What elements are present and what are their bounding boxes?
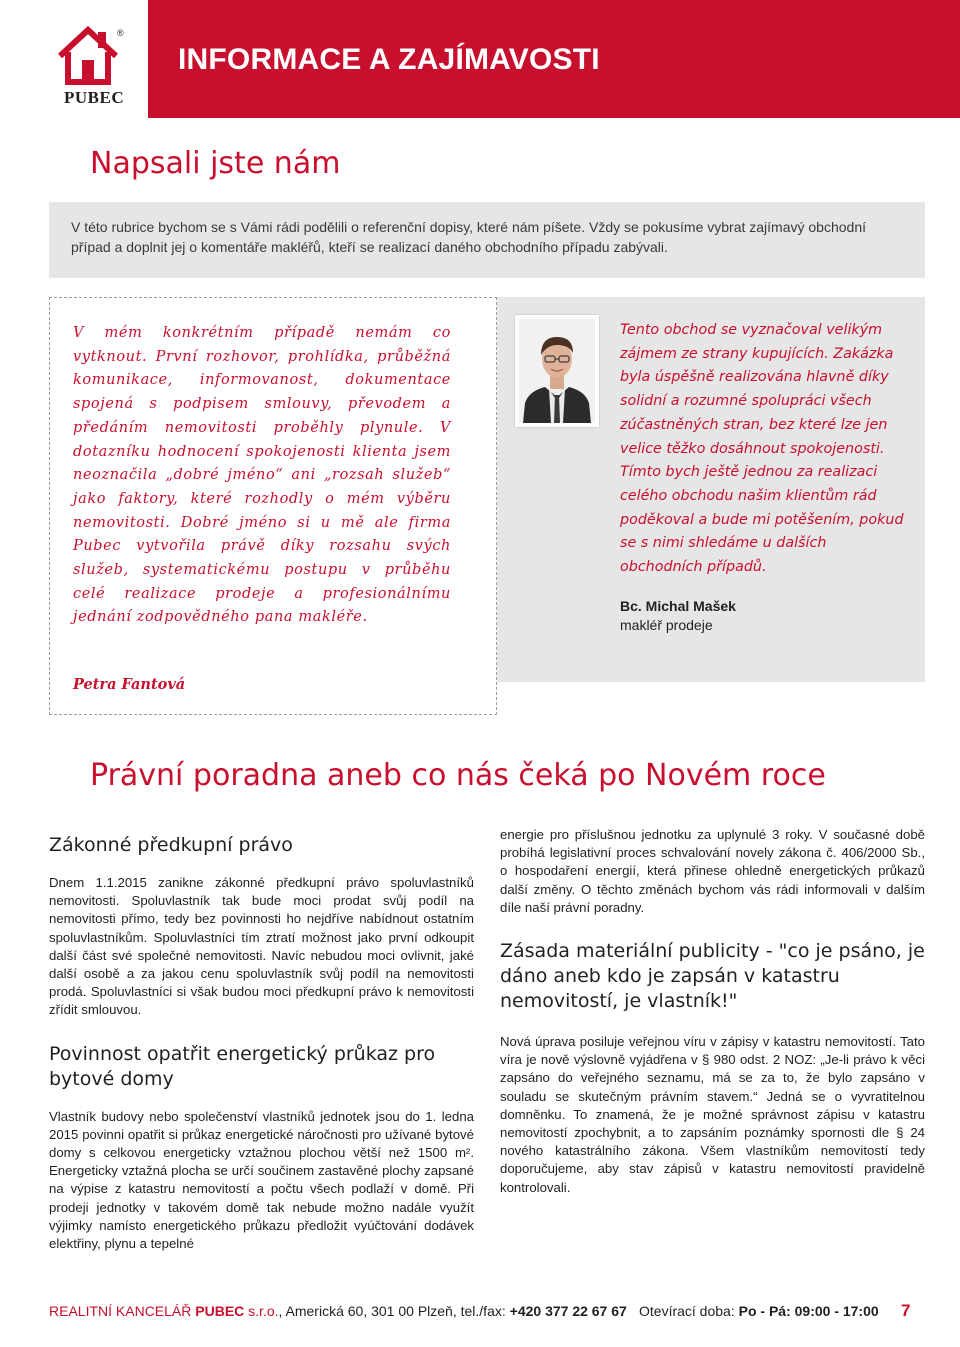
intro-text: V této rubrice bychom se s Vámi rádi podělili o referenční dopisy, které nám píšete. Vždy se pokusíme vybrat zajímavý obchodní případ a doplnit jej o komentáře makléřů, kteří se realizací daného obchodního případu zabývali. [71,219,867,255]
page-header [0,0,960,118]
logo [0,0,148,118]
agent-name: Bc. Michal Mašek [620,598,736,614]
article-paragraph-energy-cont: energie pro příslušnou jednotku za uplynulé 3 roky. V současné době probíhá legislativní proces schvalování novely zákona č. 406/2000 Sb., o hospodaření energií, která přinese ohledně energetických průkazů další změny. O těchto změnách bychom vás rádi informovali v dalším díle naší právní poradny. [500,827,925,915]
article-paragraph-energy: Vlastník budovy nebo společenství vlastníků jednotek jsou do 1. ledna 2015 povinni opatřit si průkaz energetické náročnosti pro užívané bytové domy s celkovou energeticky vztažnou plochou větší než 1500 m². Energeticky vztažná plocha se určí součinem zastavěné plochy zapsané na výpise z katastru nemovitostí a počtu všech podlaží v domě. Při prodeji jednotky v takovém domě tak nebude možno nadále využít výjimky namísto energetického průkazu předložit vyúčtování dodávek elektřiny, plynu a tepelné [49,1108,474,1252]
article-paragraph-publicity: Nová úprava posiluje veřejnou víru v zápisy v katastru nemovitostí. Tato víra je nově výslovně vyjádřena v § 980 odst. 2 NOZ: „Je-li právo k věci zapsáno do veřejného seznamu, má se za to, že bylo zapsáno v souladu se skutečným právním stavem.“ Jedná se o vyvratitelnou domněnku. To znamená, že je možné správnost zápisu v katastru nemovitostí zpochybnit, a to zapsáním poznámky spornosti dle § 24 nového katastrálního zákona. Všem vlastníkům nemovitostí tedy doporučujeme, aby stav zápisů v katastru nemovitostí pravidelně kontrolovali. [500,1034,925,1195]
page-footer [49,1303,925,1323]
footer-company-prefix: REALITNÍ KANCELÁŘ [49,1303,196,1319]
footer-address: , Americká 60, 301 00 Plzeň, tel./fax: [278,1303,510,1319]
letter-signature: Petra Fantová [73,676,186,693]
registered-mark: ® [117,28,124,38]
intro-box [49,202,925,278]
page-title: INFORMACE A ZAJÍMAVOSTI [178,43,600,76]
agent-role: makléř prodeje [620,617,713,633]
testimonial-letter [49,297,497,715]
header-banner [148,0,960,118]
article-heading-publicity: Zásada materiální publicity - "co je psáno, je dáno aneb kdo je zapsán v katastru nemovitostí, je vlastník!" [500,940,925,1013]
agent-photo [515,315,599,427]
section-title-letters: Napsali jste nám [90,146,341,181]
footer-hours-value: Po - Pá: 09:00 - 17:00 [738,1303,879,1319]
section-title-legal: Právní poradna aneb co nás čeká po Novém roce [90,758,826,793]
footer-phone: +420 377 22 67 67 [509,1303,627,1319]
footer-company-suffix: s.r.o. [244,1303,279,1319]
agent-portrait-icon [519,319,595,423]
footer-company-brand: PUBEC [195,1303,245,1319]
footer-company [49,1303,627,1319]
article-heading-preemption: Zákonné předkupní právo [49,834,293,856]
agent-comment-box [497,297,925,682]
page-number: 7 [901,1301,911,1320]
footer-hours-label: Otevírací doba: [639,1303,739,1319]
article-column-left [49,826,474,1253]
letter-text: V mém konkrétním případě nemám co vytknout. První rozhovor, prohlídka, průběžná komunikace, informovanost, dokumentace spojená s podpisem smlouvy, převodem a předáním nemovitosti proběhly plynule. V dotazníku hodnocení spokojenosti klienta jsem neoznačila „dobré jméno“ ani „rozsah služeb“ jako faktory, které rozhodly o mém výběru nemovitosti. Dobré jméno si u mě ale firma Pubec vytvořila právě díky rozsahu svých služeb, systematickému postupu v průběhu celé realizace prodeje a profesionálnímu jednání zodpovědného pana makléře. [73,325,451,626]
footer-opening-hours [639,1303,879,1319]
logo-text: PUBEC [64,88,125,107]
house-logo-icon [56,26,120,86]
article-column-right [500,826,925,1197]
article-paragraph-preemption: Dnem 1.1.2015 zanikne zákonné předkupní právo spoluvlastníků nemovitosti. Spoluvlastník tak bude moci prodat svůj podíl na nemovitosti přímo, tedy bez povinnosti ho nejdříve nabídnout ostatním spoluvlastníkům. Spoluvlastníci tím ztratí možnost jako první odkoupit další část své společné nemovitosti. Navíc nebudou moci ovlivnit, jaké další osobě a za jakou cenu spoluvlastník svůj podíl na nemovitosti prodá. Spoluvlastníci si však budou moci předkupní právo k nemovitosti zřídit smlouvou. [49,875,474,1018]
article-heading-energy: Povinnost opatřit energetický průkaz pro bytové domy [49,1042,436,1090]
agent-quote: Tento obchod se vyznačoval velikým zájmem ze strany kupujících. Zakázka byla úspěšně realizována hlavně díky solidní a rozumné spolupráci všech zúčastněných stran, bez které lze jen velice těžko dosáhnout spokojenosti. Tímto bych ještě jednou za realizaci celého obchodu našim klientům rád poděkoval a bude mi potěšením, pokud se s nimi shledáme u dalších obchodních případů. [620,322,904,576]
